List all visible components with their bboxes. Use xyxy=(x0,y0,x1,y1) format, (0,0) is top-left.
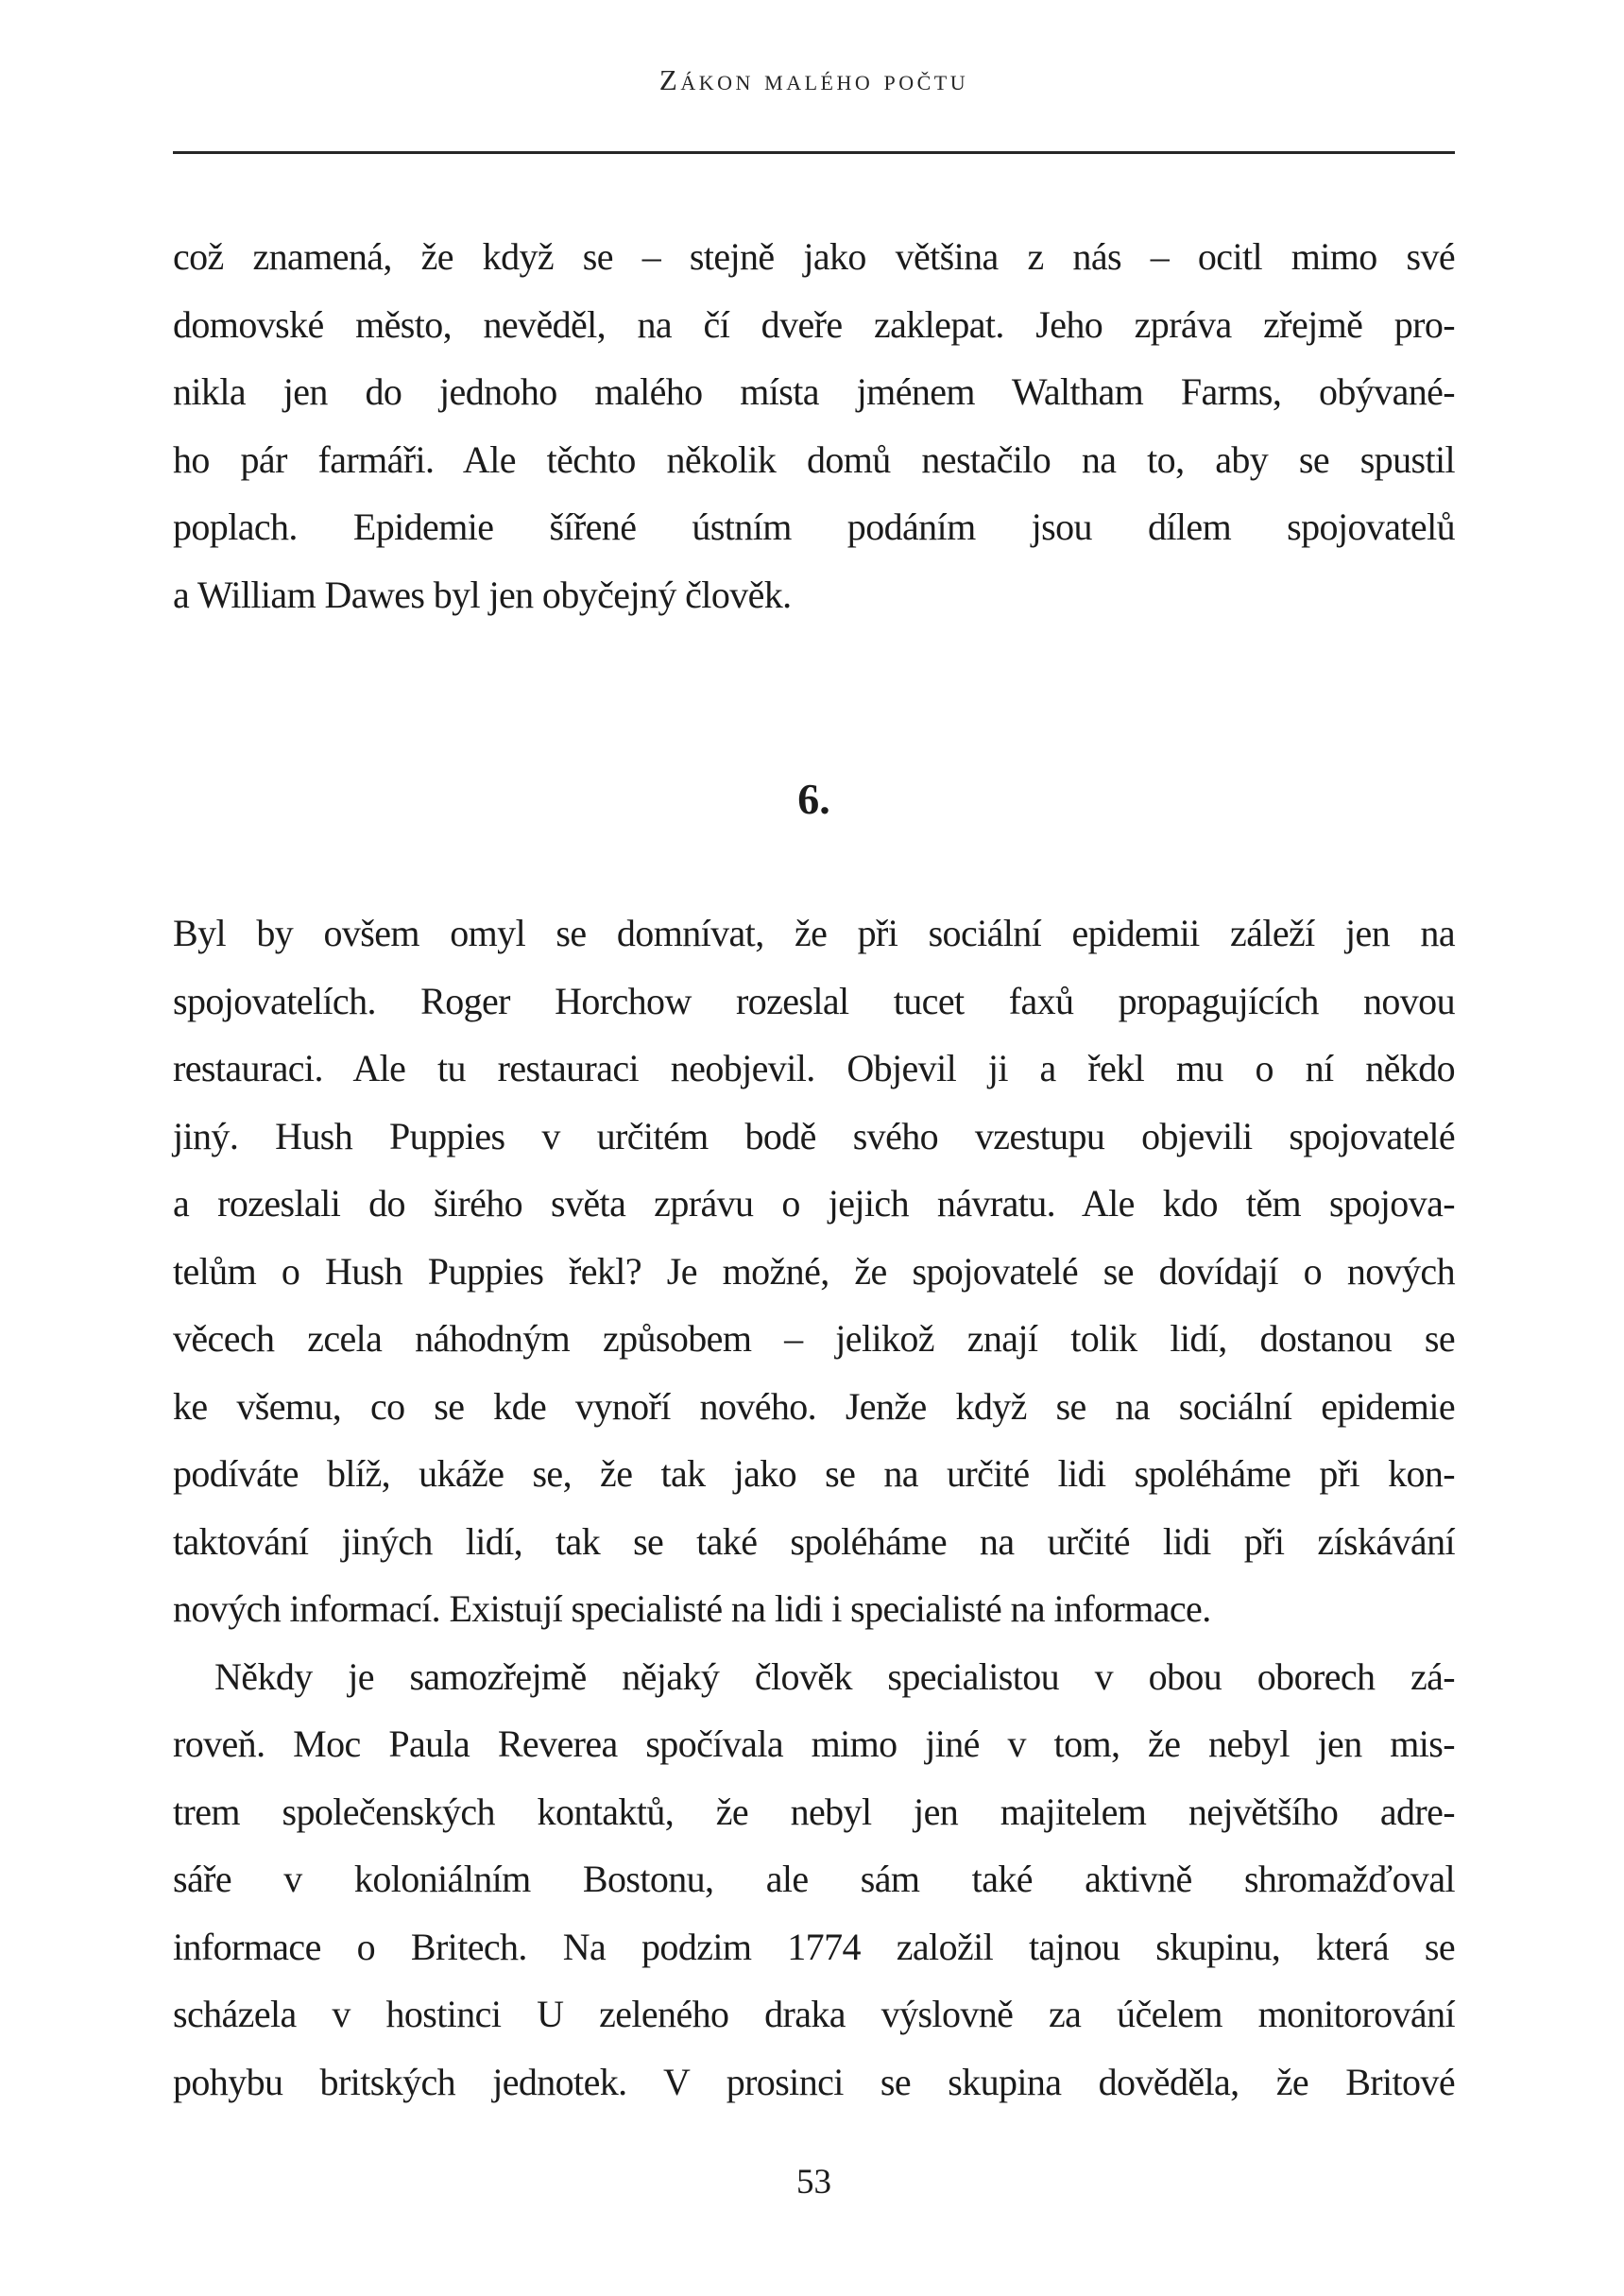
text-line: pohybu britských jednotek. V prosinci se skupina dověděla, že Britové xyxy=(173,2060,1455,2103)
text-line: jiný. Hush Puppies v určitém bodě svého vzestupu objevili spojovatelé xyxy=(173,1114,1455,1157)
text-line: spojovatelích. Roger Horchow rozeslal tucet faxů propagujících novou xyxy=(173,979,1455,1022)
text-line: telům o Hush Puppies řekl? Je možné, že spojovatelé se dovídají o nových xyxy=(173,1249,1455,1293)
section-number: 6. xyxy=(797,775,830,823)
paragraph-1 xyxy=(173,223,1455,628)
page-body xyxy=(173,223,1455,2116)
text-line: a rozeslali do širého světa zprávu o jejich návratu. Ale kdo těm spojova- xyxy=(173,1182,1455,1225)
text-line: věcech zcela náhodným způsobem – jelikož znají tolik lidí, dostanou se xyxy=(173,1317,1455,1360)
text-line: podíváte blíž, ukáže se, že tak jako se na určité lidi spoléháme při kon- xyxy=(173,1452,1455,1495)
text-line: informace o Britech. Na podzim 1774 založil tajnou skupinu, která se xyxy=(173,1925,1455,1968)
text-line: restauraci. Ale tu restauraci neobjevil. Objevil ji a řekl mu o ní někdo xyxy=(173,1047,1455,1089)
header-rule xyxy=(173,151,1455,154)
running-header xyxy=(173,62,1455,154)
text-line: roveň. Moc Paula Reverea spočívala mimo jiné v tom, že nebyl jen mis- xyxy=(173,1722,1455,1765)
text-line: nikla jen do jednoho malého místa jménem Waltham Farms, obývané- xyxy=(173,370,1455,413)
paragraph-3 xyxy=(173,1643,1455,2116)
text-line: což znamená, že když se – stejně jako většina z nás – ocitl mimo své xyxy=(173,235,1455,278)
text-line: Někdy je samozřejmě nějaký člověk specialistou v obou oborech zá- xyxy=(214,1654,1455,1698)
text-line: taktování jiných lidí, tak se také spoléháme na určité lidi při získávání xyxy=(173,1519,1455,1563)
text-line: Byl by ovšem omyl se domnívat, že při sociální epidemii záleží jen na xyxy=(173,912,1455,954)
text-line: poplach. Epidemie šířené ústním podáním jsou dílem spojovatelů xyxy=(173,505,1455,548)
page-number: 53 xyxy=(796,2163,831,2202)
chapter-title: Zákon malého počtu xyxy=(658,63,969,96)
text-line: domovské město, nevěděl, na čí dveře zaklepat. Jeho zpráva zřejmě pro- xyxy=(173,302,1455,346)
page-footer xyxy=(173,2162,1455,2202)
paragraph-2 xyxy=(173,900,1455,1643)
text-line: nových informací. Existují specialisté na lidi i specialisté na informace. xyxy=(173,1587,1211,1630)
text-line: scházela v hostinci U zeleného draka výslovně za účelem monitorování xyxy=(173,1993,1455,2035)
text-line: trem společenských kontaktů, že nebyl jen majitelem největšího adre- xyxy=(173,1790,1455,1833)
text-line: ho pár farmáři. Ale těchto několik domů nestačilo na to, aby se spustil xyxy=(173,437,1455,481)
text-line: sáře v koloniálním Bostonu, ale sám také aktivně shromažďoval xyxy=(173,1858,1455,1900)
text-line: a William Dawes byl jen obyčejný člověk. xyxy=(173,573,792,616)
text-line: ke všemu, co se kde vynoří nového. Jenže když se na sociální epidemie xyxy=(173,1384,1455,1428)
